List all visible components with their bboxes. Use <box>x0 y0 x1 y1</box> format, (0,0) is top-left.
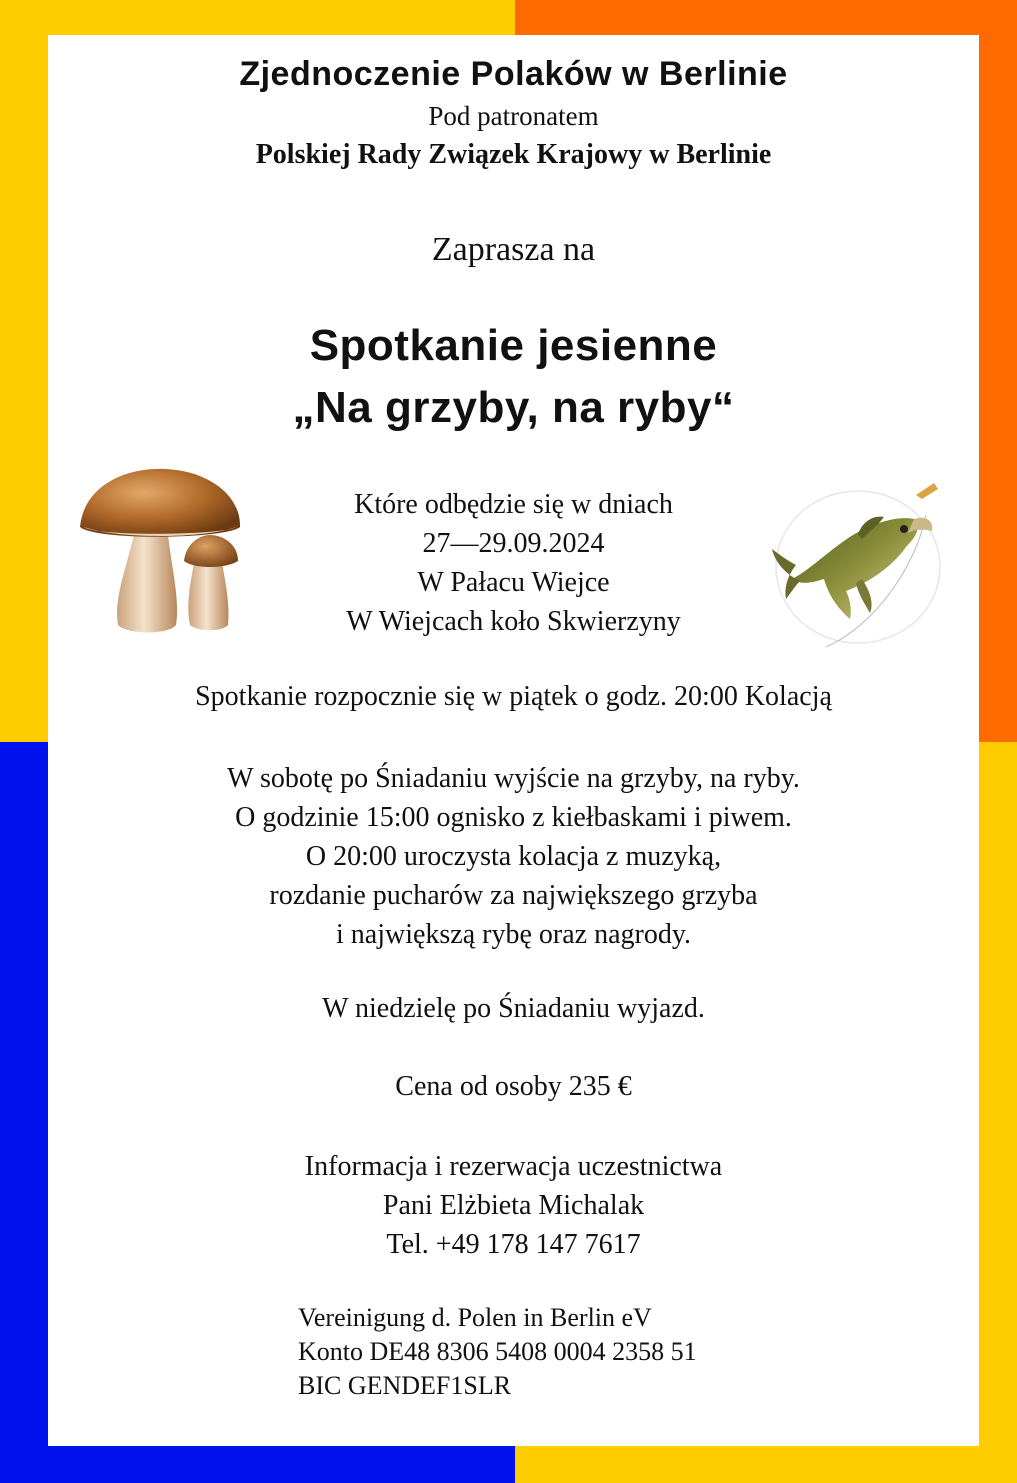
account-iban: Konto DE48 8306 5408 0004 2358 51 <box>298 1337 697 1366</box>
saturday-line: i największą rybę oraz nagrody. <box>335 919 692 950</box>
sunday-schedule: W niedzielę po Śniadaniu wyjazd. <box>322 993 705 1024</box>
event-title-line1: Spotkanie jesienne <box>309 321 718 370</box>
event-dates: 27—29.09.2024 <box>422 528 605 559</box>
patronage-intro: Pod patronatem <box>428 101 599 131</box>
event-location: W Wiejcach koło Skwierzyny <box>346 606 681 637</box>
saturday-line: W sobotę po Śniadaniu wyjście na grzyby, na ryby. <box>227 763 800 794</box>
patron-name: Polskiej Rady Związek Krajowy w Berlinie <box>255 139 772 170</box>
flyer-sheet <box>48 35 979 1446</box>
saturday-line: O 20:00 uroczysta kolacja z muzyką, <box>305 841 722 872</box>
contact-name: Pani Elżbieta Michalak <box>382 1190 645 1221</box>
contact-info <box>48 1147 979 1264</box>
saturday-line: rozdanie pucharów za największego grzyba <box>269 880 758 911</box>
contact-phone: Tel. +49 178 147 7617 <box>386 1229 641 1260</box>
organization-name: Zjednoczenie Polaków w Berlinie <box>239 55 788 93</box>
account-bic: BIC GENDEF1SLR <box>298 1371 512 1400</box>
event-title-line2: „Na grzyby, na ryby“ <box>292 383 735 432</box>
saturday-line: O godzinie 15:00 ognisko z kiełbaskami i piwem. <box>235 802 792 833</box>
friday-schedule: Spotkanie rozpocznie się w piątek o godz. 20:00 Kolacją <box>195 681 832 712</box>
price: Cena od osoby 235 € <box>395 1071 632 1102</box>
details-intro: Które odbędzie się w dniach <box>354 489 673 520</box>
saturday-schedule <box>48 759 979 954</box>
contact-heading: Informacja i rezerwacja uczestnictwa <box>304 1151 723 1182</box>
account-holder: Vereinigung d. Polen in Berlin eV <box>298 1303 652 1332</box>
fish-icon <box>766 475 951 650</box>
bank-details <box>298 1301 697 1403</box>
event-venue: W Pałacu Wiejce <box>417 567 610 598</box>
invites-text: Zaprasza na <box>431 231 596 268</box>
